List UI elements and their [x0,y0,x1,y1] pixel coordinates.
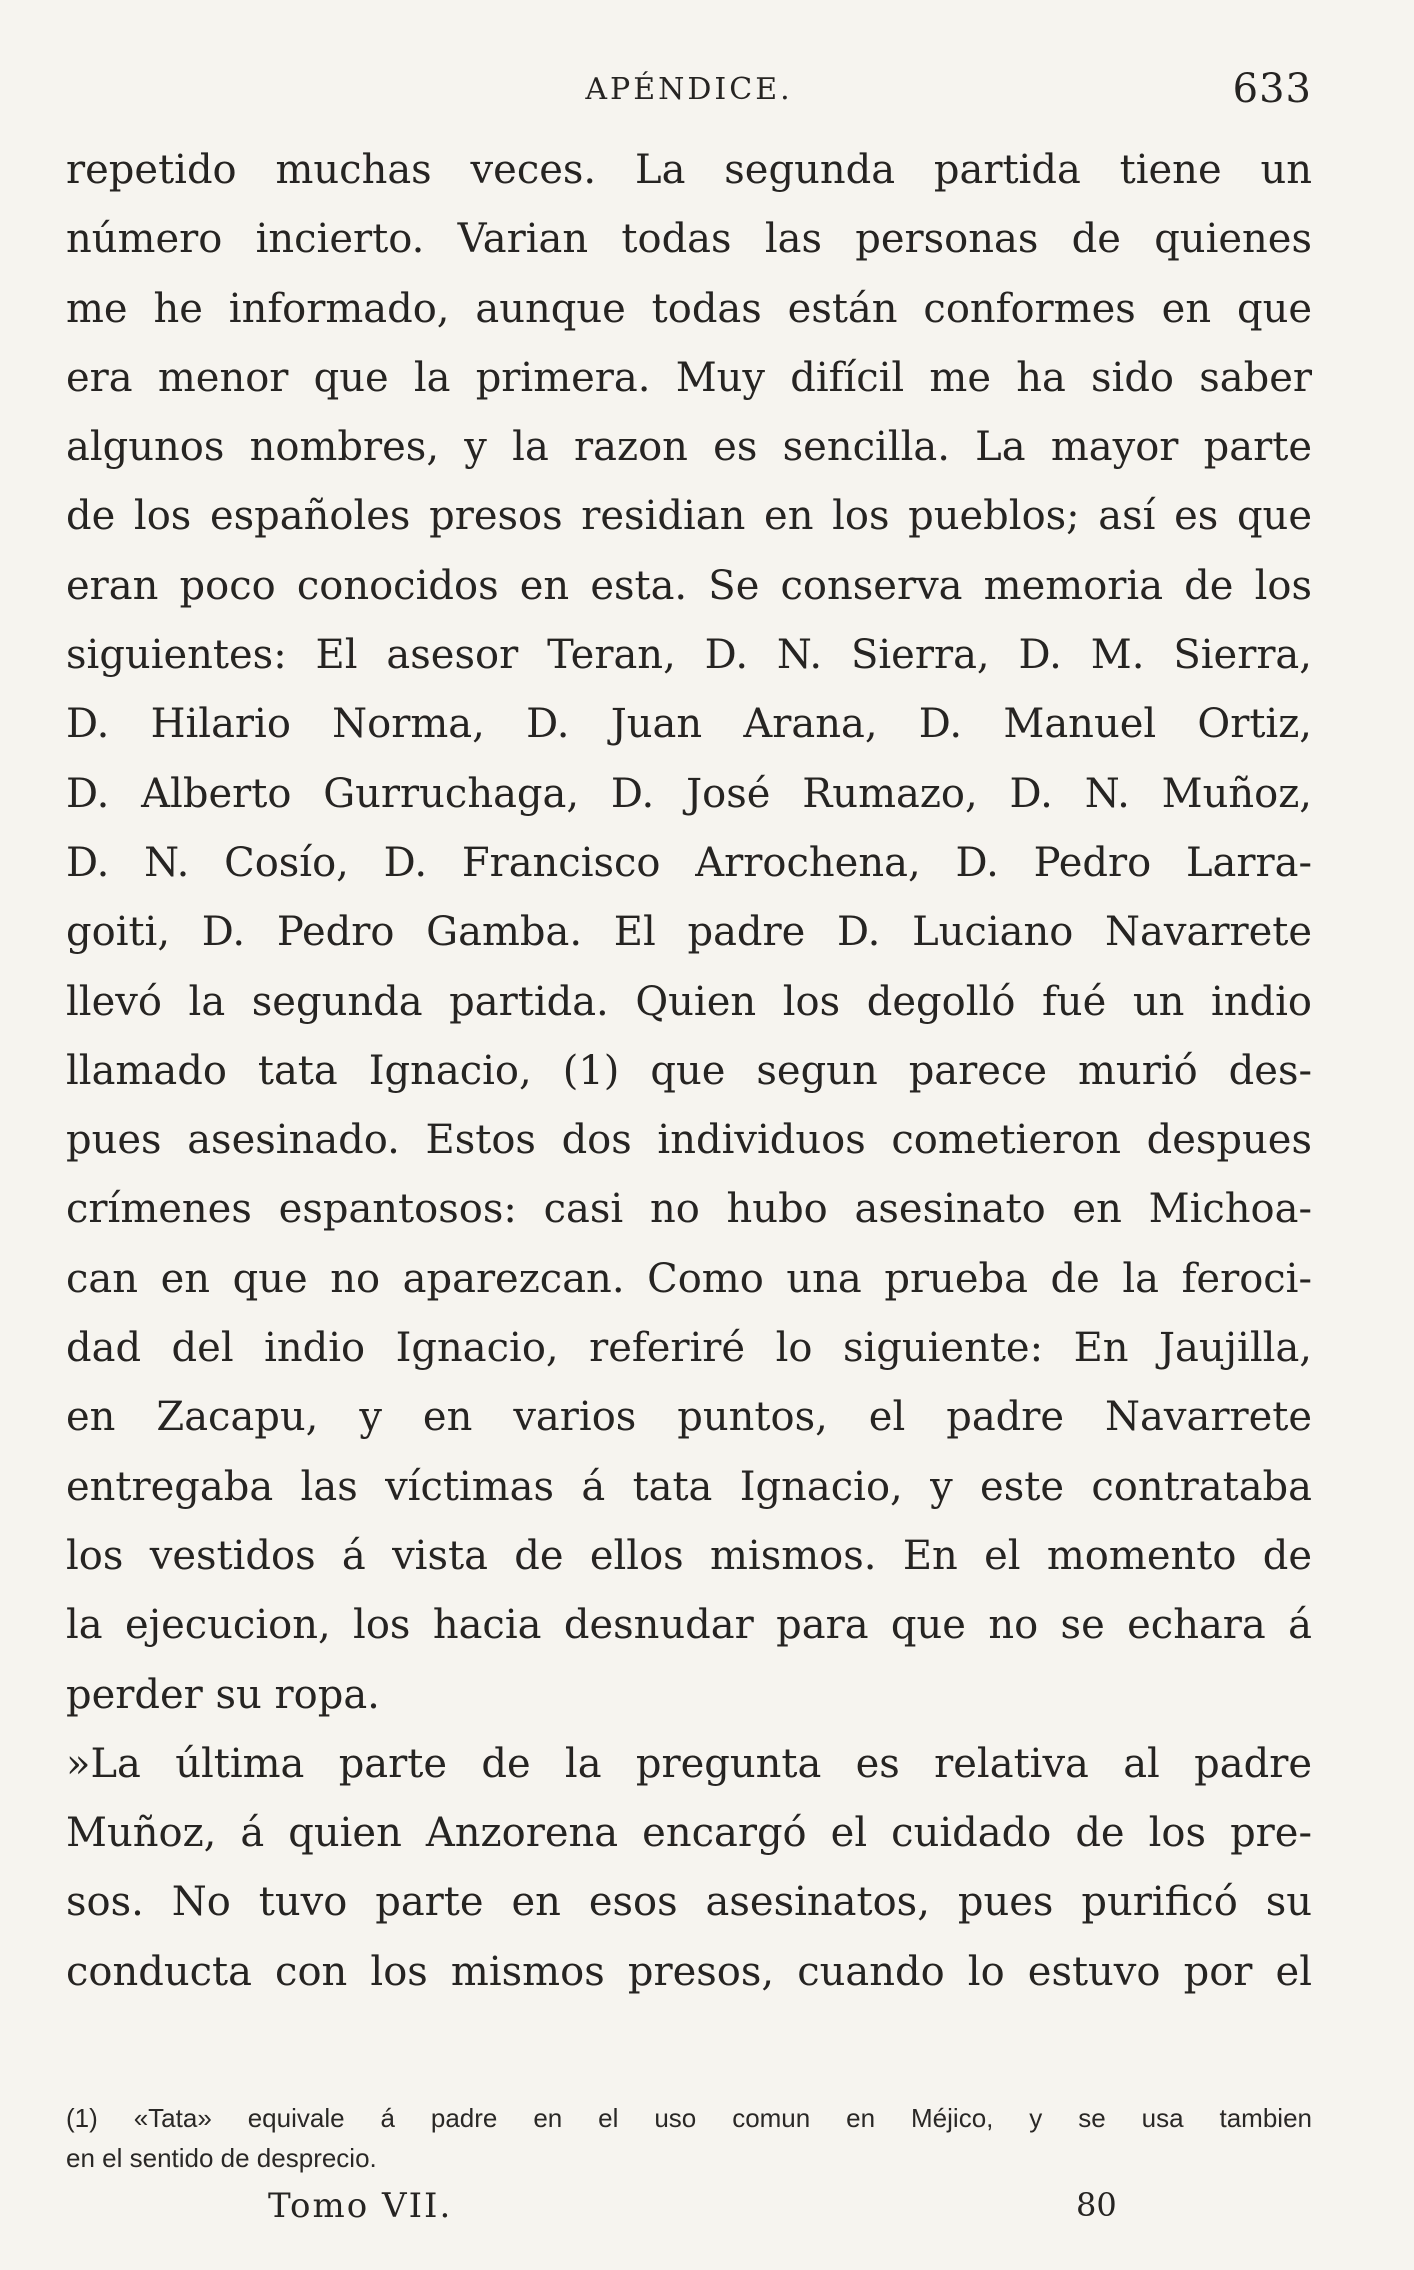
body-line: pues asesinado. Estos dos individuos cometieron despues [66,1117,1312,1164]
footnotes [66,2098,1312,2178]
body-line: la ejecucion, los hacia desnudar para que no se echara á [66,1602,1312,1649]
body-line: algunos nombres, y la razon es sencilla. La mayor parte [66,424,1312,471]
body-line: D. Hilario Norma, D. Juan Arana, D. Manuel Ortiz, [66,701,1312,748]
footnote-line: en el sentido de desprecio. [66,2143,377,2173]
body-line: crímenes espantosos: casi no hubo asesinato en Michoa- [66,1186,1312,1233]
volume-label: Tomo VII. [268,2186,453,2226]
body-line: repetido muchas veces. La segunda partida tiene un [66,147,1312,193]
body-line: los vestidos á vista de ellos mismos. En el momento de [66,1532,1312,1579]
body-line: número incierto. Varian todas las personas de quienes [66,216,1312,263]
footnote-line: (1) «Tata» equivale á padre en el uso comun en Méjico, y se usa tambien [66,2103,1312,2133]
sheet-number: 80 [1076,2186,1117,2224]
body-line: sos. No tuvo parte en esos asesinatos, pues purificó su [66,1879,1312,1926]
body-line: en Zacapu, y en varios puntos, el padre Navarrete [66,1394,1312,1441]
body-line: D. N. Cosío, D. Francisco Arrochena, D. Pedro Larra- [66,839,1312,886]
body-line: eran poco conocidos en esta. Se conserva memoria de los [66,562,1312,609]
running-title: APÉNDICE. [585,72,793,107]
body-line: can en que no aparezcan. Como una prueba de la feroci- [66,1255,1312,1302]
page-number: 633 [1232,66,1312,112]
body-line: siguientes: El asesor Teran, D. N. Sierra, D. M. Sierra, [66,632,1312,679]
running-head [66,64,1312,114]
body-line: goiti, D. Pedro Gamba. El padre D. Luciano Navarrete [66,909,1312,956]
body-text [66,136,1312,2007]
body-line: era menor que la primera. Muy difícil me ha sido saber [66,354,1312,401]
body-line: entregaba las víctimas á tata Ignacio, y este contrataba [66,1463,1312,1510]
body-line: llevó la segunda partida. Quien los degolló fué un indio [66,978,1312,1025]
body-line: conducta con los mismos presos, cuando lo estuvo por el [66,1948,1312,1995]
body-line: llamado tata Ignacio, (1) que segun parece murió des- [66,1047,1312,1094]
body-line: Muñoz, á quien Anzorena encargó el cuidado de los pre- [66,1810,1312,1857]
body-line: me he informado, aunque todas están conformes en que [66,285,1312,332]
body-line: de los españoles presos residian en los pueblos; así es que [66,493,1312,540]
body-line: perder su ropa. [66,1671,380,1718]
body-line: dad del indio Ignacio, referiré lo siguiente: En Jaujilla, [66,1325,1312,1372]
body-line: »La última parte de la pregunta es relativa al padre [66,1740,1312,1787]
printer-signature [66,2186,1312,2236]
body-line: D. Alberto Gurruchaga, D. José Rumazo, D. N. Muñoz, [66,770,1312,817]
